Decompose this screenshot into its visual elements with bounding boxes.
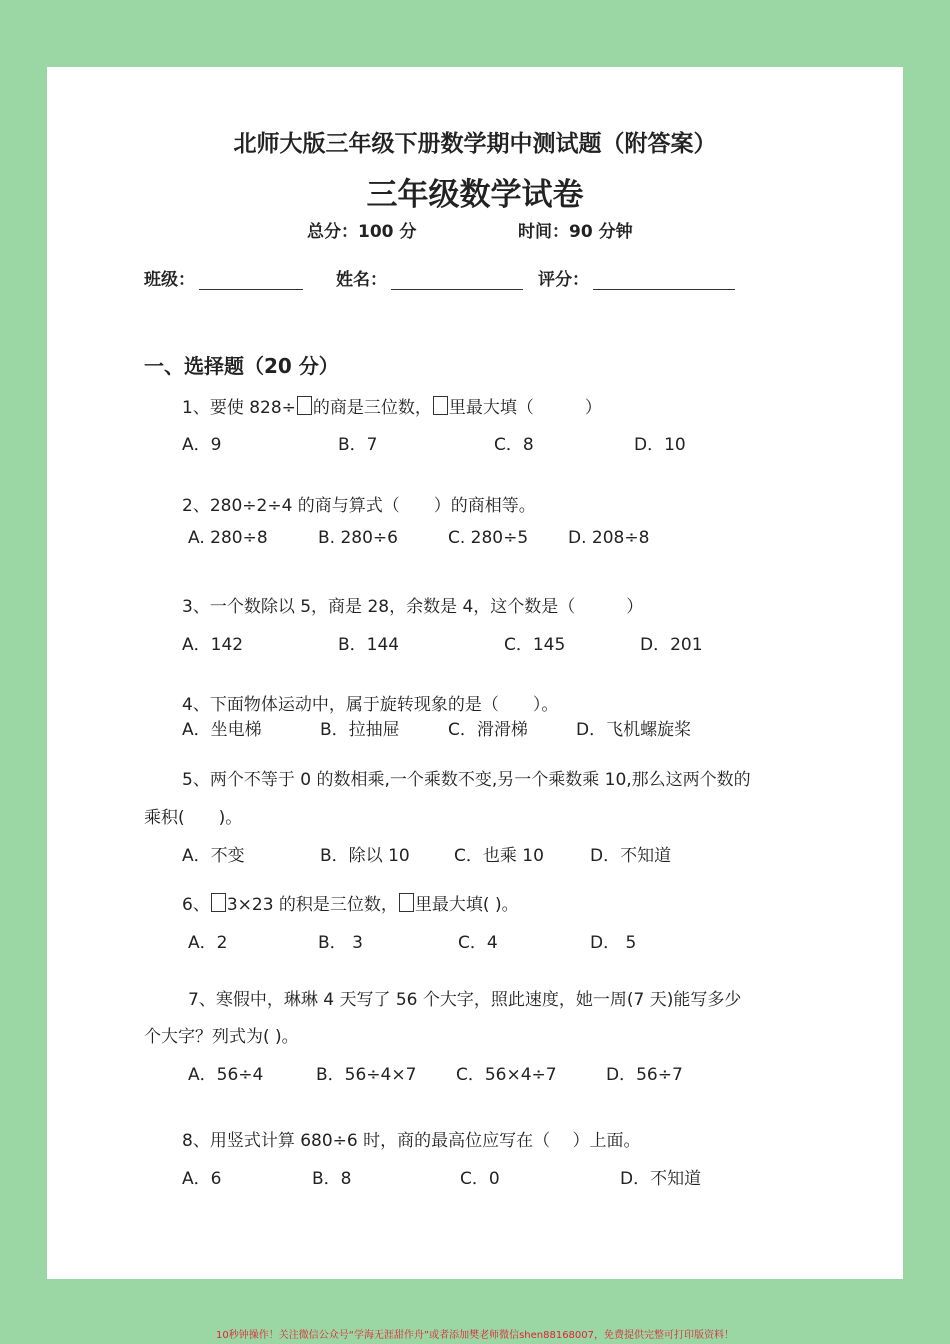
q5-option-c[interactable]: C．也乘 10 — [454, 846, 544, 866]
q3-option-a[interactable]: A．142 — [182, 635, 244, 655]
box-icon — [297, 396, 312, 415]
q3-option-d[interactable]: D．201 — [640, 635, 703, 655]
grade-blank[interactable] — [593, 271, 735, 290]
total-score: 总分：100 分 — [307, 222, 417, 242]
q7-option-c[interactable]: C．56×4÷7 — [456, 1065, 557, 1085]
class-label: 班级： — [144, 270, 195, 290]
q6-option-a[interactable]: A．2 — [188, 933, 228, 953]
q7-option-a[interactable]: A．56÷4 — [188, 1065, 264, 1085]
footer-notice: 10秒钟操作！关注微信公众号“学海无涯甜作舟”或者添加樊老师微信shen88168007，免费提供完整可打印版资料！ — [215, 1330, 735, 1341]
q1-option-c[interactable]: C．8 — [494, 435, 534, 455]
q4-option-b[interactable]: B．拉抽屉 — [320, 720, 400, 740]
q5-option-b[interactable]: B．除以 10 — [320, 846, 410, 866]
question-7-line-2: 个大字？列式为( )。 — [144, 1027, 299, 1047]
name-blank[interactable] — [391, 271, 523, 290]
q4-option-c[interactable]: C．滑滑梯 — [448, 720, 528, 740]
q3-option-c[interactable]: C．145 — [504, 635, 566, 655]
q2-option-a[interactable]: A. 280÷8 — [188, 528, 268, 548]
question-4: 4、下面物体运动中，属于旋转现象的是（ ）。 — [182, 695, 559, 715]
grade-field — [538, 265, 735, 290]
class-field — [144, 265, 303, 290]
q5-option-d[interactable]: D．不知道 — [590, 846, 672, 866]
question-3: 3、一个数除以 5，商是 28，余数是 4，这个数是（ ） — [182, 597, 644, 617]
q2-option-b[interactable]: B. 280÷6 — [318, 528, 398, 548]
exam-title: 北师大版三年级下册数学期中测试题（附答案） — [233, 131, 717, 157]
q6-option-c[interactable]: C．4 — [458, 933, 498, 953]
box-icon — [399, 893, 414, 912]
box-icon — [211, 893, 226, 912]
q4-option-a[interactable]: A．坐电梯 — [182, 720, 262, 740]
q1-option-b[interactable]: B．7 — [338, 435, 378, 455]
q1-option-a[interactable]: A．9 — [182, 435, 222, 455]
question-5-line-1: 5、两个不等于 0 的数相乘,一个乘数不变,另一个乘数乘 10,那么这两个数的 — [182, 770, 751, 790]
class-blank[interactable] — [199, 271, 303, 290]
question-6: 6、 3×23 的积是三位数， 里最大填( )。 — [182, 895, 519, 915]
exam-paper — [47, 67, 903, 1279]
q1-option-d[interactable]: D．10 — [634, 435, 686, 455]
q3-option-b[interactable]: B．144 — [338, 635, 400, 655]
q7-option-b[interactable]: B．56÷4×7 — [316, 1065, 417, 1085]
q4-option-d[interactable]: D．飞机螺旋桨 — [576, 720, 692, 740]
question-7-line-1: 7、寒假中，琳琳 4 天写了 56 个大字，照此速度，她一周(7 天)能写多少 — [188, 990, 742, 1010]
q8-option-c[interactable]: C．0 — [460, 1169, 500, 1189]
name-label: 姓名： — [336, 270, 387, 290]
q6-option-b[interactable]: B． 3 — [318, 933, 363, 953]
q8-option-d[interactable]: D．不知道 — [620, 1169, 702, 1189]
q2-option-d[interactable]: D. 208÷8 — [568, 528, 650, 548]
q6-option-d[interactable]: D． 5 — [590, 933, 637, 953]
question-8: 8、用竖式计算 680÷6 时，商的最高位应写在（ ）上面。 — [182, 1131, 641, 1151]
box-icon — [433, 396, 448, 415]
q8-option-b[interactable]: B．8 — [312, 1169, 352, 1189]
q2-option-c[interactable]: C. 280÷5 — [448, 528, 529, 548]
q8-option-a[interactable]: A．6 — [182, 1169, 222, 1189]
exam-time: 时间：90 分钟 — [518, 222, 633, 242]
name-field — [336, 265, 523, 290]
q7-option-d[interactable]: D．56÷7 — [606, 1065, 683, 1085]
grade-label: 评分： — [538, 270, 589, 290]
question-5-line-2: 乘积( )。 — [144, 808, 243, 828]
exam-subtitle: 三年级数学试卷 — [366, 177, 584, 213]
question-2: 2、280÷2÷4 的商与算式（ ）的商相等。 — [182, 496, 536, 516]
q5-option-a[interactable]: A．不变 — [182, 846, 245, 866]
question-1: 1、要使 828÷ 的商是三位数， 里最大填（ ） — [182, 398, 602, 418]
section-title: 一、选择题（20 分） — [144, 354, 339, 378]
